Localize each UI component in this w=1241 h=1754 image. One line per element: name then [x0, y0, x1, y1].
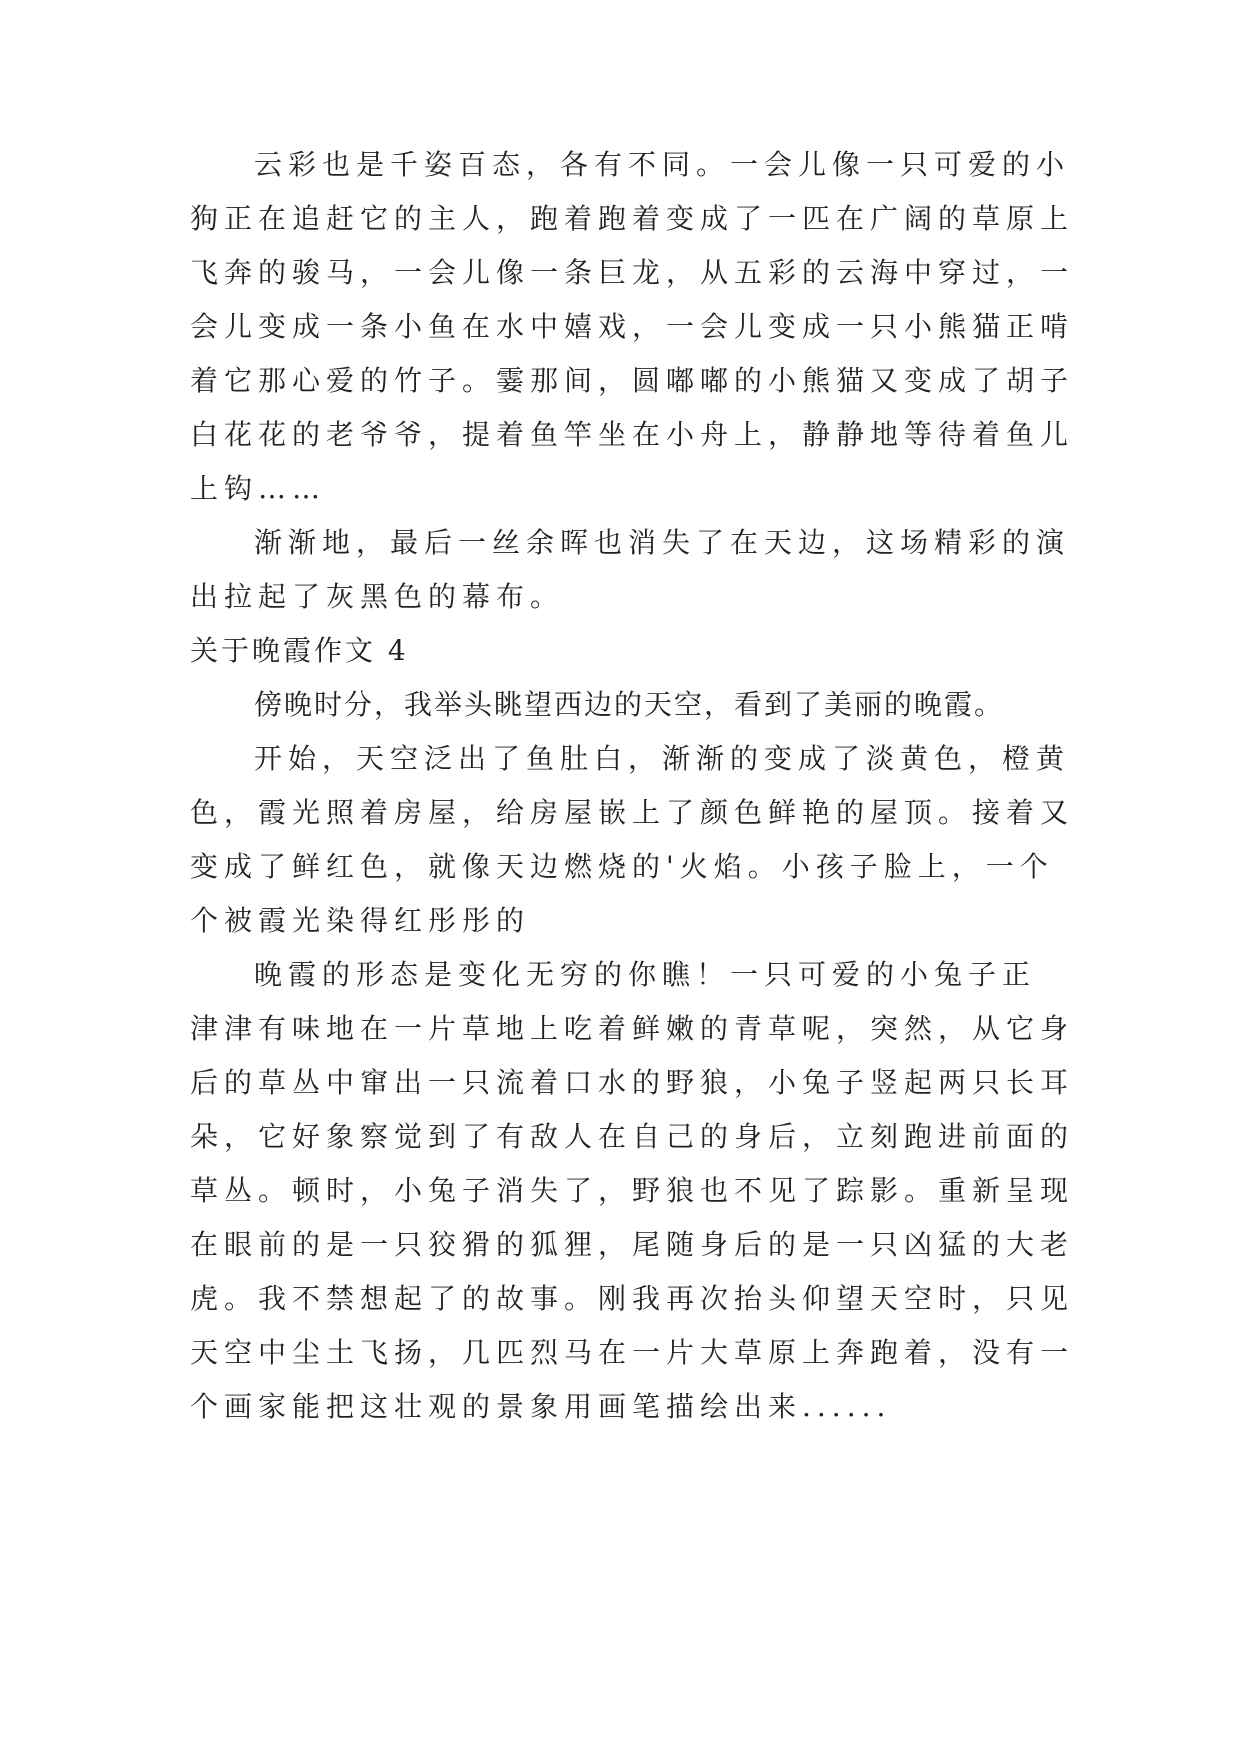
- text-line: 狗正在追赶它的主人，跑着跑着变成了一匹在广阔的草原上: [190, 202, 1075, 235]
- text-line: 变成了鲜红色，就像天边燃烧的'火焰。小孩子脸上，一个: [190, 850, 1054, 883]
- text-line: 后的草丛中窜出一只流着口水的野狼，小兔子竖起两只长耳: [190, 1066, 1075, 1099]
- text-line: 在眼前的是一只狡猾的狐狸，尾随身后的是一只凶猛的大老: [190, 1228, 1075, 1261]
- text-line: 草丛。顿时，小兔子消失了，野狼也不见了踪影。重新呈现: [190, 1174, 1075, 1207]
- text-line: 个画家能把这壮观的景象用画笔描绘出来......: [190, 1390, 892, 1423]
- text-line: 虎。我不禁想起了的故事。刚我再次抬头仰望天空时，只见: [190, 1282, 1075, 1315]
- document-page: [190, 0, 1075, 1754]
- text-line: 白花花的老爷爷，提着鱼竿坐在小舟上，静静地等待着鱼儿: [190, 418, 1075, 451]
- text-line: 晚霞的形态是变化无穷的你瞧！一只可爱的小兔子正: [254, 958, 1037, 991]
- text-line: 天空中尘土飞扬，几匹烈马在一片大草原上奔跑着，没有一: [190, 1336, 1075, 1369]
- text-line: 云彩也是千姿百态，各有不同。一会儿像一只可爱的小: [254, 148, 1071, 181]
- text-line: 着它那心爱的竹子。霎那间，圆嘟嘟的小熊猫又变成了胡子: [190, 364, 1075, 397]
- text-line: 开始，天空泛出了鱼肚白，渐渐的变成了淡黄色，橙黄: [254, 742, 1071, 775]
- text-line: 渐渐地，最后一丝余晖也消失了在天边，这场精彩的演: [254, 526, 1071, 559]
- text-line: 上钩……: [190, 472, 327, 505]
- text-line: 会儿变成一条小鱼在水中嬉戏，一会儿变成一只小熊猫正啃: [190, 310, 1075, 343]
- text-line: 飞奔的骏马，一会儿像一条巨龙，从五彩的云海中穿过，一: [190, 256, 1075, 289]
- text-line: 色，霞光照着房屋，给房屋嵌上了颜色鲜艳的屋顶。接着又: [190, 796, 1075, 829]
- text-line: 出拉起了灰黑色的幕布。: [190, 580, 565, 613]
- section-title: 关于晚霞作文 4: [190, 634, 409, 667]
- text-line: 傍晚时分，我举头眺望西边的天空，看到了美丽的晚霞。: [254, 688, 1005, 721]
- text-line: 朵，它好象察觉到了有敌人在自己的身后，立刻跑进前面的: [190, 1120, 1075, 1153]
- text-line: 个被霞光染得红彤彤的: [190, 904, 531, 937]
- text-line: 津津有味地在一片草地上吃着鲜嫩的青草呢，突然，从它身: [190, 1012, 1075, 1045]
